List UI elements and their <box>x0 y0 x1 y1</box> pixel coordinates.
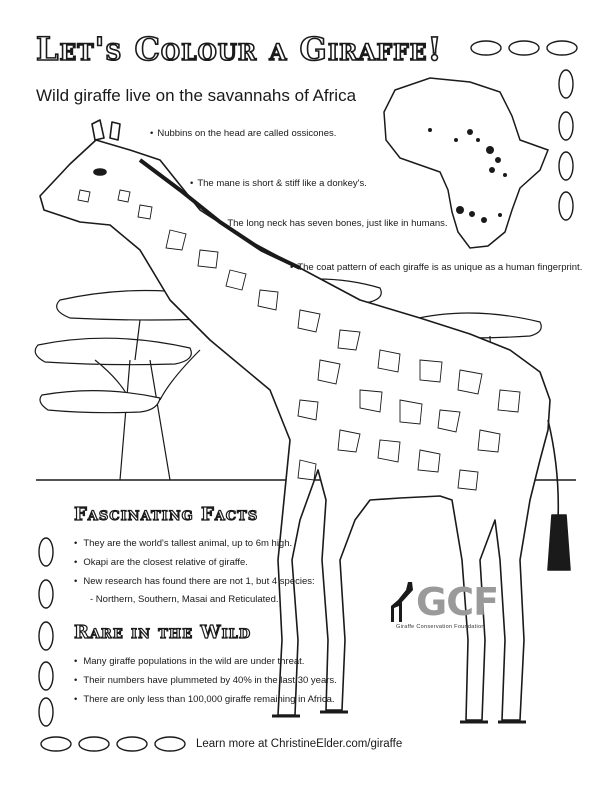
page-title: Let's Colour a Giraffe! <box>36 30 443 68</box>
rare-item: • There are only less than 100,000 giraffe remaining in Africa. <box>74 694 335 705</box>
note-ossicones: • Nubbins on the head are called ossicones. <box>150 128 336 139</box>
logo-caption: Giraffe Conservation Foundation <box>396 624 485 630</box>
page-subtitle: Wild giraffe live on the savannahs of Africa <box>36 86 357 105</box>
footer-link-text: Learn more at ChristineElder.com/giraffe <box>196 738 403 750</box>
rare-item: • Many giraffe populations in the wild are under threat. <box>74 656 304 667</box>
footprint-icons-left <box>39 538 185 751</box>
fascinating-facts-heading: Fascinating Facts <box>74 504 259 525</box>
fact-item: - Northern, Southern, Masai and Reticulated. <box>90 594 279 605</box>
rare-item: • Their numbers have plummeted by 40% in the last 30 years. <box>74 675 337 686</box>
rare-in-the-wild-heading: Rare in the Wild <box>74 622 252 643</box>
note-neck: • The long neck has seven bones, just like in humans. <box>220 218 448 229</box>
note-mane: • The mane is short & stiff like a donkey's. <box>190 178 367 189</box>
fact-item: • New research has found there are not 1, but 4 species: <box>74 576 315 587</box>
fact-item: • They are the world's tallest animal, up to 6m high. <box>74 538 292 549</box>
fact-item: • Okapi are the closest relative of giraffe. <box>74 557 248 568</box>
gcf-logo <box>388 580 508 636</box>
logo-letters: GCF <box>416 580 499 624</box>
note-coat: • The coat pattern of each giraffe is as unique as a human fingerprint. <box>290 262 582 273</box>
